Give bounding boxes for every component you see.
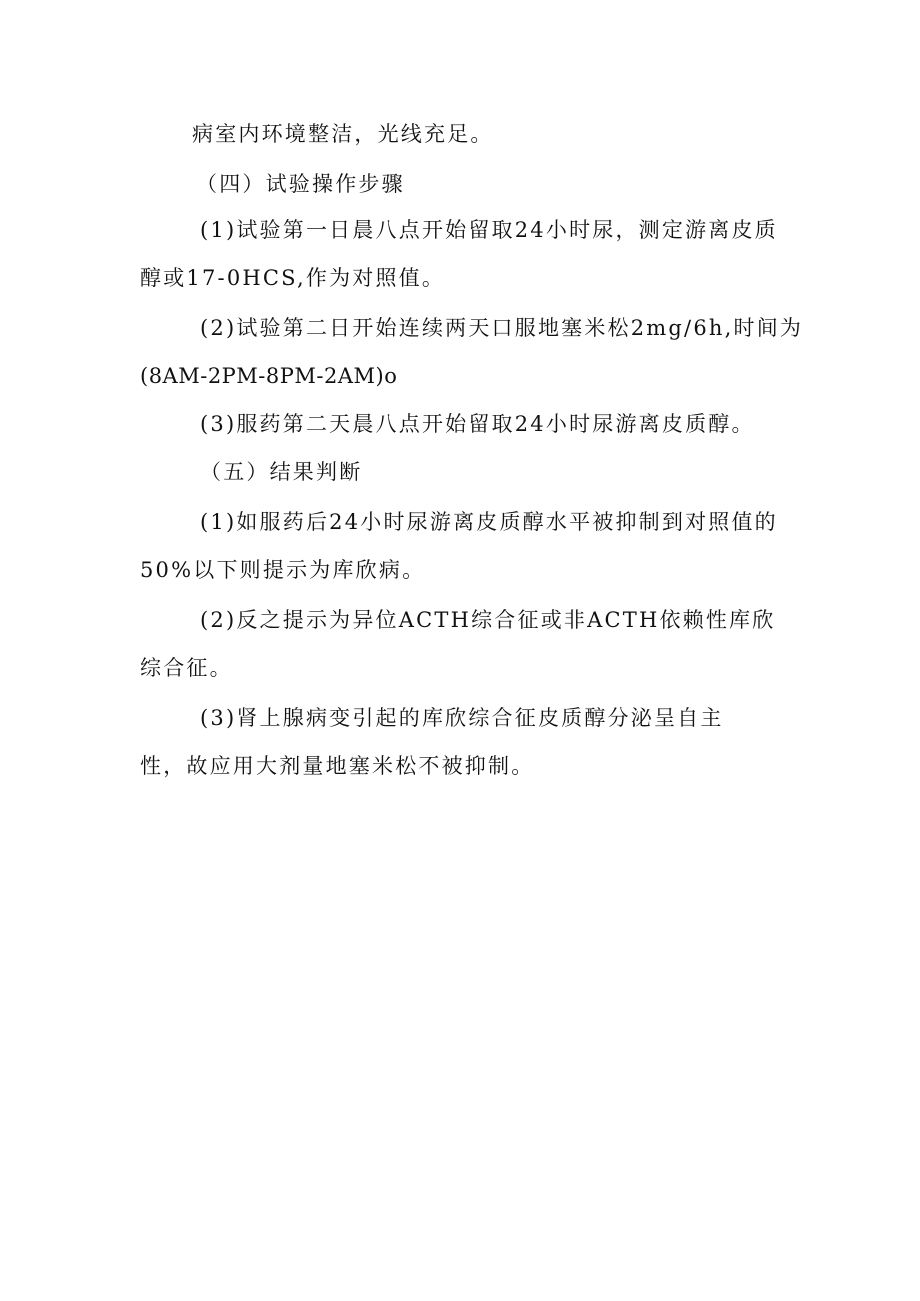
step-3-line: (3)服药第二天晨八点开始留取24小时尿游离皮质醇。 — [200, 412, 755, 436]
section-heading-procedure: （四）试验操作步骤 — [196, 172, 405, 196]
result-2-line-2: 综合征。 — [140, 656, 233, 680]
result-1-line-2: 50%以下则提示为库欣病。 — [140, 558, 426, 582]
result-2-line-1: (2)反之提示为异位ACTH综合征或非ACTH依赖性库欣 — [200, 608, 776, 632]
step-2-line-1: (2)试验第二日开始连续两天口服地塞米松2mg∕6h,时间为 — [200, 316, 804, 340]
result-3-line-2: 性，故应用大剂量地塞米松不被抑制。 — [140, 754, 535, 778]
step-1-line-1: (1)试验第一日晨八点开始留取24小时尿，测定游离皮质 — [200, 218, 778, 242]
step-1-line-2: 醇或17-0HCS,作为对照值。 — [140, 266, 446, 290]
step-2-line-2: (8AM-2PM-8PM-2AM)o — [140, 364, 398, 388]
result-1-line-1: (1)如服药后24小时尿游离皮质醇水平被抑制到对照值的 — [200, 510, 778, 534]
section-heading-results: （五）结果判断 — [200, 460, 363, 484]
paragraph-environment: 病室内环境整洁，光线充足。 — [192, 122, 494, 146]
result-3-line-1: (3)肾上腺病变引起的库欣综合征皮质醇分泌呈自主 — [200, 706, 724, 730]
